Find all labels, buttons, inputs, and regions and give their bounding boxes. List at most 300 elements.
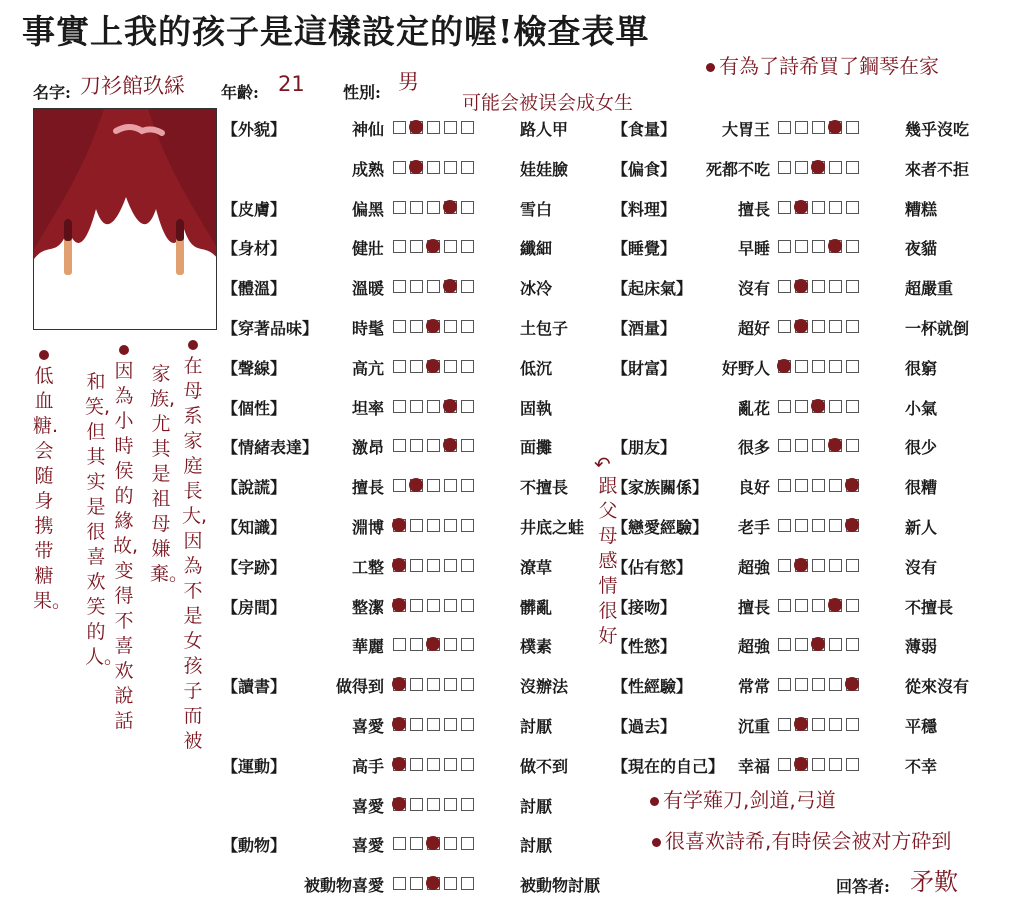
checkbox-checked[interactable] — [427, 837, 440, 850]
checkbox[interactable] — [812, 240, 825, 253]
checkbox[interactable] — [427, 599, 440, 612]
left-option: 死都不吃 — [705, 159, 770, 179]
checkbox[interactable] — [410, 559, 423, 572]
rating-boxes — [393, 360, 474, 373]
left-option: 淵博 — [351, 518, 384, 537]
category-label: 【穿著品味】 — [222, 319, 319, 338]
checkbox-checked[interactable] — [795, 320, 808, 333]
right-option: 從來沒有 — [905, 677, 970, 697]
checkbox[interactable] — [461, 320, 474, 333]
checkbox[interactable] — [829, 280, 842, 293]
left-option: 老手 — [737, 518, 770, 537]
category-label: 【個性】 — [222, 398, 287, 418]
checkbox[interactable] — [778, 559, 791, 572]
checkbox[interactable] — [812, 121, 825, 134]
category-label: 【起床氣】 — [612, 279, 693, 299]
checkbox[interactable] — [461, 837, 474, 850]
checkbox[interactable] — [812, 479, 825, 492]
category-label: 【房間】 — [222, 597, 287, 617]
right-option: 井底之蛙 — [520, 518, 585, 537]
checkbox-checked[interactable] — [393, 678, 406, 691]
checkbox[interactable] — [410, 718, 423, 731]
left-option: 幸福 — [737, 756, 770, 776]
checkbox[interactable] — [846, 400, 859, 413]
checkbox[interactable] — [846, 599, 859, 612]
right-option: 新人 — [905, 518, 938, 537]
rating-boxes — [393, 718, 474, 731]
right-option: 很窮 — [905, 358, 938, 378]
right-option: 路人甲 — [520, 120, 569, 139]
rating-boxes — [778, 320, 859, 333]
category-label: 【動物】 — [222, 836, 287, 856]
right-option: 平穩 — [905, 717, 938, 736]
checkbox[interactable] — [444, 798, 457, 811]
checkbox[interactable] — [393, 161, 406, 174]
checkbox[interactable] — [795, 439, 808, 452]
category-label: 【皮膚】 — [222, 199, 287, 219]
rating-boxes — [393, 201, 474, 214]
checkbox[interactable] — [846, 559, 859, 572]
category-label: 【身材】 — [222, 239, 287, 259]
rating-boxes — [393, 798, 474, 811]
checkbox[interactable] — [812, 678, 825, 691]
checkbox[interactable] — [444, 758, 457, 771]
checkbox[interactable] — [427, 280, 440, 293]
category-label: 【酒量】 — [612, 319, 677, 338]
checkbox-checked[interactable] — [812, 161, 825, 174]
checkbox[interactable] — [812, 280, 825, 293]
checkbox-checked[interactable] — [846, 678, 859, 691]
left-option: 成熟 — [351, 159, 384, 179]
right-option: 沒有 — [905, 557, 938, 577]
checkbox[interactable] — [444, 678, 457, 691]
checkbox-checked[interactable] — [795, 758, 808, 771]
checkbox[interactable] — [444, 360, 457, 373]
checkbox[interactable] — [829, 479, 842, 492]
right-option: 不幸 — [905, 756, 938, 776]
right-option: 雪白 — [520, 199, 553, 219]
left-option: 良好 — [737, 478, 770, 498]
checkbox[interactable] — [829, 161, 842, 174]
category-label: 【知識】 — [222, 518, 287, 537]
checkbox[interactable] — [410, 280, 423, 293]
checkbox[interactable] — [427, 798, 440, 811]
checkbox[interactable] — [393, 439, 406, 452]
checkbox[interactable] — [410, 360, 423, 373]
left-option: 被動物喜愛 — [303, 876, 384, 896]
right-option: 不擅長 — [905, 597, 954, 617]
checkbox[interactable] — [829, 201, 842, 214]
checkbox-checked[interactable] — [393, 559, 406, 572]
checkbox[interactable] — [427, 559, 440, 572]
checkbox[interactable] — [393, 638, 406, 651]
checkbox[interactable] — [812, 599, 825, 612]
left-option: 華麗 — [351, 637, 384, 657]
rating-boxes — [393, 599, 474, 612]
rating-boxes — [778, 121, 859, 134]
checkbox[interactable] — [778, 519, 791, 532]
checkbox[interactable] — [410, 678, 423, 691]
rating-boxes — [393, 678, 474, 691]
left-option: 擅長 — [351, 478, 384, 498]
checkbox[interactable] — [846, 161, 859, 174]
checkbox[interactable] — [427, 718, 440, 731]
checkbox-checked[interactable] — [427, 638, 440, 651]
checkbox[interactable] — [393, 877, 406, 890]
checkbox[interactable] — [444, 599, 457, 612]
checkbox[interactable] — [393, 201, 406, 214]
checkbox-checked[interactable] — [393, 798, 406, 811]
left-option: 坦率 — [351, 398, 384, 418]
checkbox[interactable] — [778, 320, 791, 333]
checkbox-checked[interactable] — [410, 161, 423, 174]
checkbox[interactable] — [795, 240, 808, 253]
checkbox-checked[interactable] — [795, 718, 808, 731]
rating-boxes — [778, 439, 859, 452]
checkbox[interactable] — [846, 240, 859, 253]
checkbox[interactable] — [461, 201, 474, 214]
checkbox[interactable] — [778, 400, 791, 413]
checkbox[interactable] — [427, 161, 440, 174]
rating-boxes — [778, 519, 859, 532]
checkbox[interactable] — [846, 121, 859, 134]
checkbox-checked[interactable] — [444, 400, 457, 413]
rating-boxes — [393, 280, 474, 293]
category-label: 【讀書】 — [222, 677, 287, 697]
checkbox[interactable] — [795, 678, 808, 691]
rating-boxes — [393, 161, 474, 174]
checkbox[interactable] — [393, 360, 406, 373]
checkbox[interactable] — [461, 121, 474, 134]
checkbox-checked[interactable] — [393, 758, 406, 771]
checkbox[interactable] — [427, 758, 440, 771]
category-label: 【接吻】 — [612, 597, 677, 617]
note-family-2: 家族,尤其是祖母嫌棄。 — [150, 363, 189, 585]
category-label: 【性經驗】 — [612, 677, 693, 697]
note-parents: 跟父母感情很好 — [598, 475, 618, 647]
left-option: 常常 — [737, 677, 770, 697]
checkbox[interactable] — [778, 638, 791, 651]
checkbox[interactable] — [846, 280, 859, 293]
checkbox[interactable] — [829, 519, 842, 532]
checkbox[interactable] — [427, 678, 440, 691]
checkbox[interactable] — [410, 599, 423, 612]
checkbox[interactable] — [461, 758, 474, 771]
checkbox[interactable] — [795, 400, 808, 413]
note-family-1: 在母系家庭長大,因為不是女孩子而被 — [182, 340, 204, 754]
checkbox[interactable] — [410, 201, 423, 214]
category-label: 【過去】 — [612, 717, 677, 736]
checkbox-checked[interactable] — [444, 280, 457, 293]
checkbox-checked[interactable] — [393, 718, 406, 731]
rating-boxes — [393, 559, 474, 572]
checkbox[interactable] — [461, 360, 474, 373]
checkbox-checked[interactable] — [812, 400, 825, 413]
checkbox[interactable] — [461, 798, 474, 811]
checkbox-checked[interactable] — [393, 599, 406, 612]
rating-boxes — [393, 758, 474, 771]
checkbox[interactable] — [795, 638, 808, 651]
checkbox[interactable] — [846, 718, 859, 731]
right-option: 幾乎沒吃 — [905, 120, 970, 139]
rating-boxes — [778, 280, 859, 293]
checkbox-checked[interactable] — [795, 559, 808, 572]
right-option: 娃娃臉 — [520, 159, 569, 179]
checkbox[interactable] — [461, 280, 474, 293]
checkbox[interactable] — [795, 121, 808, 134]
checkbox[interactable] — [778, 240, 791, 253]
checkbox[interactable] — [410, 240, 423, 253]
checkbox[interactable] — [812, 559, 825, 572]
right-option: 討厭 — [520, 717, 553, 736]
left-option: 整潔 — [351, 597, 384, 617]
right-option: 很少 — [905, 438, 938, 458]
checkbox[interactable] — [795, 161, 808, 174]
rating-boxes — [778, 400, 859, 413]
right-option: 冰冷 — [520, 279, 553, 299]
left-option: 亂花 — [737, 398, 770, 418]
checkbox-checked[interactable] — [444, 201, 457, 214]
checkbox[interactable] — [393, 121, 406, 134]
checkbox-checked[interactable] — [427, 360, 440, 373]
checkbox[interactable] — [444, 718, 457, 731]
left-option: 喜愛 — [351, 796, 384, 816]
checkbox[interactable] — [829, 400, 842, 413]
checkbox[interactable] — [829, 678, 842, 691]
rating-boxes — [393, 121, 474, 134]
checkbox[interactable] — [410, 320, 423, 333]
checkbox[interactable] — [846, 201, 859, 214]
checkbox[interactable] — [410, 837, 423, 850]
checkbox[interactable] — [812, 201, 825, 214]
checkbox-checked[interactable] — [846, 519, 859, 532]
checkbox[interactable] — [778, 121, 791, 134]
checkbox[interactable] — [461, 439, 474, 452]
right-option: 討厭 — [520, 836, 553, 856]
checkbox[interactable] — [778, 479, 791, 492]
checkbox[interactable] — [812, 758, 825, 771]
checkbox-checked[interactable] — [795, 201, 808, 214]
checkbox-checked[interactable] — [410, 479, 423, 492]
checkbox[interactable] — [778, 161, 791, 174]
checkbox[interactable] — [393, 400, 406, 413]
checkbox[interactable] — [461, 519, 474, 532]
left-option: 偏黑 — [351, 199, 384, 219]
checkbox[interactable] — [427, 121, 440, 134]
checkbox[interactable] — [444, 837, 457, 850]
rating-boxes — [778, 479, 859, 492]
checkbox[interactable] — [812, 360, 825, 373]
checkbox[interactable] — [393, 479, 406, 492]
checkbox[interactable] — [427, 439, 440, 452]
checkbox[interactable] — [393, 240, 406, 253]
checkbox[interactable] — [393, 837, 406, 850]
rating-boxes — [393, 479, 474, 492]
note-piano: 有為了詩希買了鋼琴在家 — [706, 50, 939, 79]
checkbox-checked[interactable] — [427, 240, 440, 253]
checkbox[interactable] — [410, 400, 423, 413]
gender-label: 性別: — [343, 83, 381, 102]
left-option: 工整 — [351, 557, 384, 577]
right-option: 纖細 — [520, 239, 553, 259]
right-option: 很糟 — [905, 478, 938, 498]
checkbox-checked[interactable] — [829, 240, 842, 253]
checkbox[interactable] — [461, 718, 474, 731]
checkbox[interactable] — [410, 877, 423, 890]
right-option: 潦草 — [520, 557, 553, 577]
right-option: 樸素 — [520, 637, 553, 657]
checkbox-checked[interactable] — [829, 121, 842, 134]
checkbox[interactable] — [444, 320, 457, 333]
right-option: 一杯就倒 — [905, 319, 970, 338]
checkbox[interactable] — [427, 201, 440, 214]
checkbox-checked[interactable] — [444, 439, 457, 452]
left-option: 超強 — [737, 637, 770, 657]
checkbox[interactable] — [410, 798, 423, 811]
note-martial-arts: 有学薙刀,剑道,弓道 — [650, 784, 836, 813]
checkbox[interactable] — [444, 559, 457, 572]
checkbox[interactable] — [444, 638, 457, 651]
checkbox[interactable] — [846, 638, 859, 651]
checkbox[interactable] — [444, 240, 457, 253]
category-label: 【現在的自己】 — [612, 756, 725, 776]
checkbox[interactable] — [461, 240, 474, 253]
checkbox[interactable] — [812, 718, 825, 731]
checkbox-checked[interactable] — [410, 121, 423, 134]
category-label: 【戀愛經驗】 — [612, 518, 709, 537]
category-label: 【字跡】 — [222, 557, 287, 577]
checkbox[interactable] — [427, 519, 440, 532]
category-label: 【情緒表達】 — [222, 438, 319, 458]
checkbox[interactable] — [812, 519, 825, 532]
respondent-label: 回答者: — [836, 877, 890, 896]
rating-boxes — [778, 201, 859, 214]
checkbox[interactable] — [778, 280, 791, 293]
name-label: 名字: — [33, 83, 71, 102]
checkbox[interactable] — [427, 479, 440, 492]
checkbox[interactable] — [444, 877, 457, 890]
checkbox[interactable] — [461, 599, 474, 612]
checkbox[interactable] — [812, 439, 825, 452]
checkbox[interactable] — [829, 320, 842, 333]
checkbox[interactable] — [795, 360, 808, 373]
right-option: 來者不拒 — [905, 159, 970, 179]
category-label: 【料理】 — [612, 199, 677, 219]
left-option: 沒有 — [737, 279, 770, 299]
rating-boxes — [778, 599, 859, 612]
checkbox[interactable] — [393, 320, 406, 333]
checkbox[interactable] — [829, 758, 842, 771]
checkbox[interactable] — [410, 638, 423, 651]
checkbox[interactable] — [846, 320, 859, 333]
checkbox[interactable] — [461, 161, 474, 174]
checkbox[interactable] — [410, 519, 423, 532]
checkbox[interactable] — [795, 519, 808, 532]
left-option: 喜愛 — [351, 836, 384, 856]
checkbox-checked[interactable] — [795, 280, 808, 293]
checkbox[interactable] — [444, 121, 457, 134]
right-option: 低沉 — [520, 358, 553, 378]
left-option: 很多 — [737, 438, 770, 458]
category-label: 【說謊】 — [222, 478, 287, 498]
name-value: 刀衫館玖綵 — [80, 74, 185, 98]
checkbox[interactable] — [778, 678, 791, 691]
checkbox[interactable] — [778, 758, 791, 771]
right-option: 超嚴重 — [905, 279, 954, 299]
checkbox[interactable] — [778, 439, 791, 452]
checkbox[interactable] — [444, 479, 457, 492]
checkbox-checked[interactable] — [829, 439, 842, 452]
checkbox-checked[interactable] — [778, 360, 791, 373]
rating-boxes — [778, 559, 859, 572]
right-option: 做不到 — [520, 756, 569, 776]
note-childhood-1: 因為小時侯的緣故,变得不喜欢說話 — [113, 345, 135, 734]
checkbox[interactable] — [829, 718, 842, 731]
checkbox[interactable] — [461, 479, 474, 492]
checkbox-checked[interactable] — [829, 599, 842, 612]
checkbox[interactable] — [393, 280, 406, 293]
checkbox[interactable] — [461, 638, 474, 651]
left-option: 高亢 — [351, 358, 384, 378]
checkbox-checked[interactable] — [427, 320, 440, 333]
checkbox[interactable] — [461, 678, 474, 691]
checkbox[interactable] — [778, 718, 791, 731]
rating-boxes — [393, 240, 474, 253]
rating-boxes — [393, 519, 474, 532]
left-option: 神仙 — [351, 120, 384, 139]
checkbox[interactable] — [778, 599, 791, 612]
left-option: 擅長 — [737, 597, 770, 617]
rating-boxes — [778, 240, 859, 253]
checkbox[interactable] — [444, 519, 457, 532]
checkbox-checked[interactable] — [393, 519, 406, 532]
category-label: 【睡覺】 — [612, 239, 677, 259]
checkbox[interactable] — [461, 877, 474, 890]
checkbox[interactable] — [829, 638, 842, 651]
checkbox[interactable] — [829, 360, 842, 373]
category-label: 【運動】 — [222, 756, 287, 776]
checkbox-checked[interactable] — [812, 638, 825, 651]
checkbox[interactable] — [829, 559, 842, 572]
avatar-illustration — [34, 109, 217, 330]
checkbox[interactable] — [461, 559, 474, 572]
checkbox[interactable] — [846, 758, 859, 771]
checkbox[interactable] — [795, 479, 808, 492]
right-option: 沒辦法 — [520, 677, 569, 697]
category-label: 【性慾】 — [612, 637, 677, 657]
checkbox-checked[interactable] — [846, 479, 859, 492]
checkbox[interactable] — [444, 161, 457, 174]
checkbox[interactable] — [410, 439, 423, 452]
checkbox[interactable] — [795, 599, 808, 612]
rating-boxes — [778, 758, 859, 771]
checkbox[interactable] — [461, 400, 474, 413]
left-option: 做得到 — [335, 677, 384, 697]
checkbox[interactable] — [846, 360, 859, 373]
right-option: 夜貓 — [905, 239, 938, 259]
left-option: 喜愛 — [351, 717, 384, 736]
left-option: 激昂 — [351, 438, 384, 458]
avatar — [33, 108, 217, 330]
checkbox[interactable] — [410, 758, 423, 771]
checkbox[interactable] — [846, 439, 859, 452]
category-label: 【偏食】 — [612, 159, 677, 179]
checkbox[interactable] — [812, 320, 825, 333]
checkbox[interactable] — [427, 400, 440, 413]
checkbox-checked[interactable] — [427, 877, 440, 890]
checkbox[interactable] — [778, 201, 791, 214]
left-option: 時髦 — [351, 319, 384, 338]
